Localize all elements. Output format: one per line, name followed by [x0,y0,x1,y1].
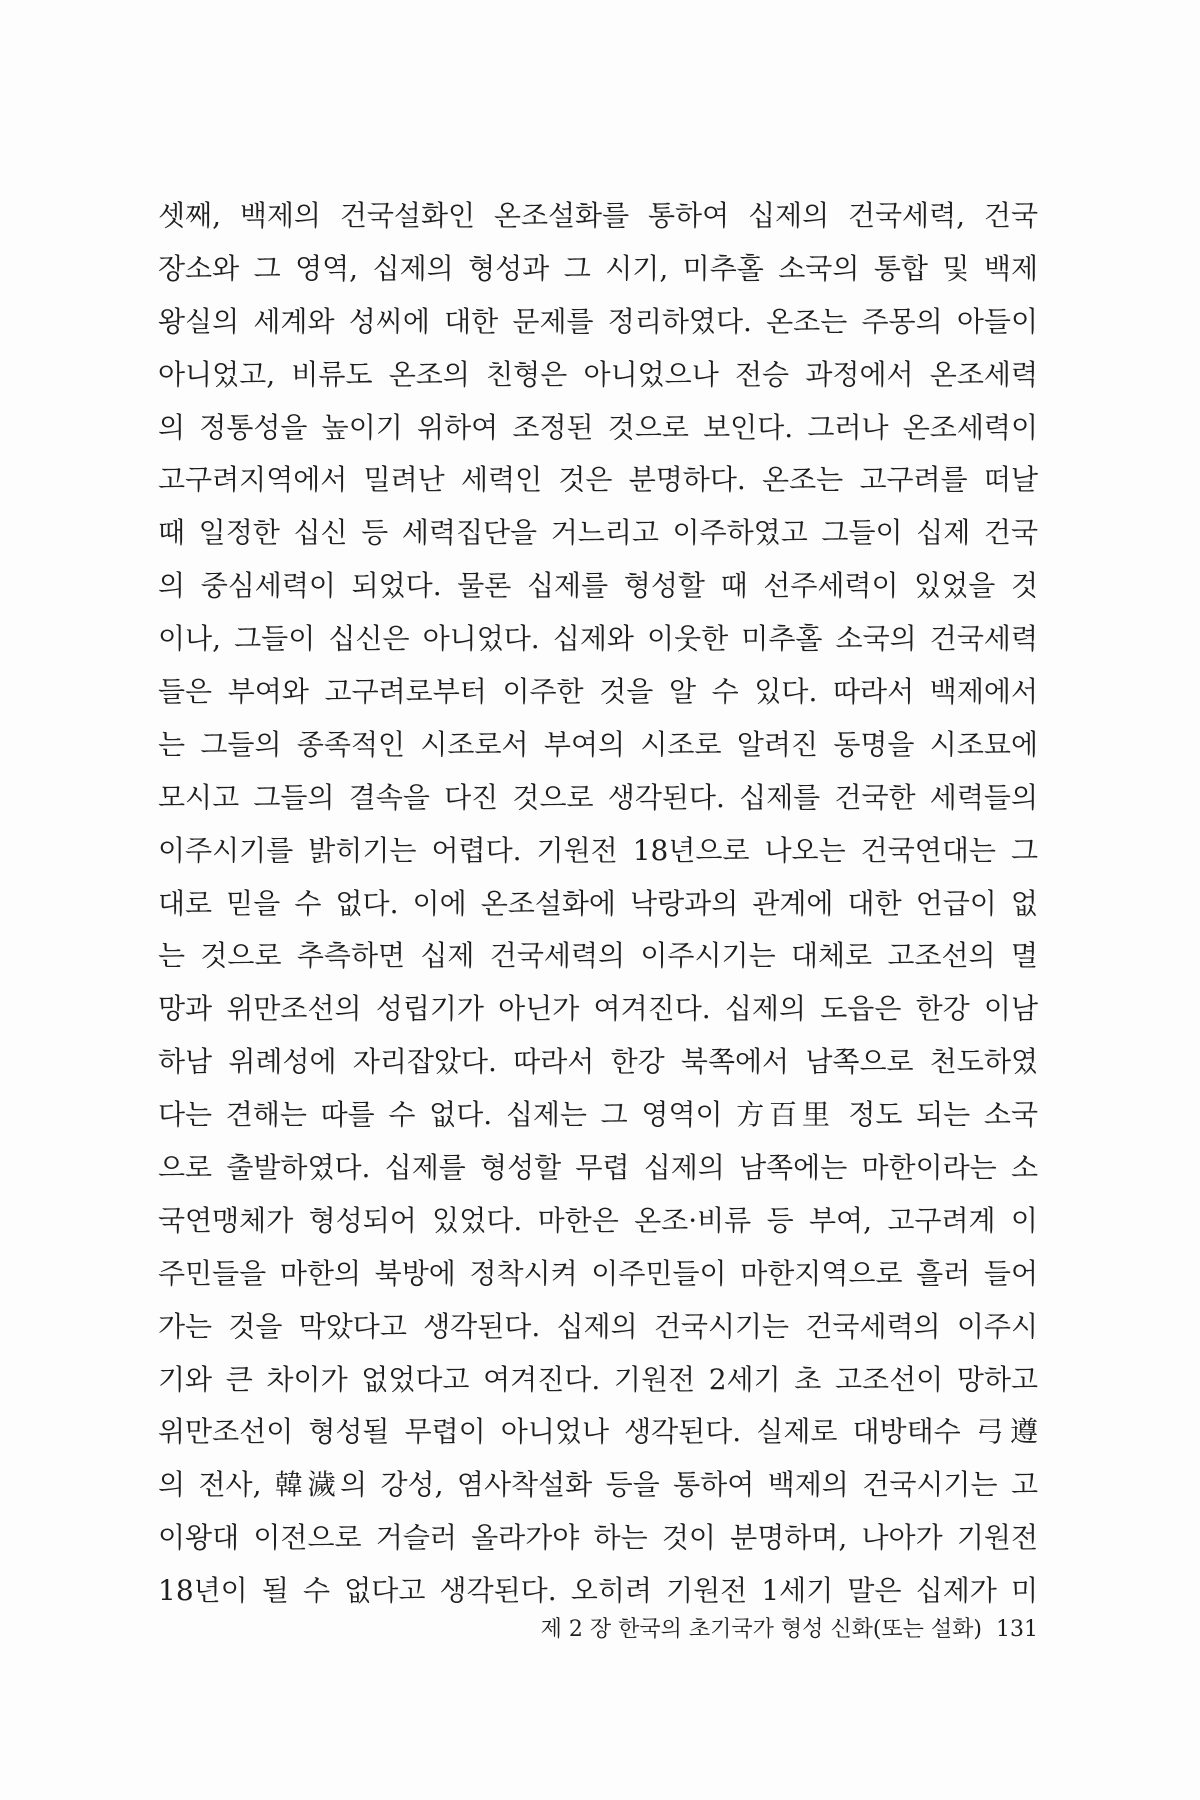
text-line: 장소와 그 영역, 십제의 형성과 그 시기, 미추홀 소국의 통합 및 백제 [158,251,1038,285]
text-line: 의 중심세력이 되었다. 물론 십제를 형성할 때 선주세력이 있었을 것 [158,569,1038,603]
text-line: 국연맹체가 형성되어 있었다. 마한은 온조·비류 등 부여, 고구려계 이 [158,1203,1038,1237]
text-line: 대로 믿을 수 없다. 이에 온조설화에 낙랑과의 관계에 대한 언급이 없 [158,886,1038,920]
text-line: 는 그들의 종족적인 시조로서 부여의 시조로 알려진 동명을 시조묘에 [158,727,1038,761]
text-line: 때 일정한 십신 등 세력집단을 거느리고 이주하였고 그들이 십제 건국 [158,516,1038,550]
text-line: 이나, 그들이 십신은 아니었다. 십제와 이웃한 미추홀 소국의 건국세력 [158,622,1038,656]
text-line: 이주시기를 밝히기는 어렵다. 기원전 18년으로 나오는 건국연대는 그 [158,833,1038,867]
body-paragraph [158,190,1038,1618]
text-line: 위만조선이 형성될 무렵이 아니었나 생각된다. 실제로 대방태수 弓遵 [158,1415,1038,1449]
text-line: 다는 견해는 따를 수 없다. 십제는 그 영역이 方百里 정도 되는 소국 [158,1098,1038,1132]
text-line: 18년이 될 수 없다고 생각된다. 오히려 기원전 1세기 말은 십제가 미 [158,1574,1038,1608]
text-line: 이왕대 이전으로 거슬러 올라가야 하는 것이 분명하며, 나아가 기원전 [158,1521,1038,1555]
text-line: 왕실의 세계와 성씨에 대한 문제를 정리하였다. 온조는 주몽의 아들이 [158,304,1038,338]
page-number: 131 [996,1617,1038,1642]
text-line: 망과 위만조선의 성립기가 아닌가 여겨진다. 십제의 도읍은 한강 이남 [158,992,1038,1026]
text-line: 고구려지역에서 밀려난 세력인 것은 분명하다. 온조는 고구려를 떠날 [158,463,1038,497]
text-line: 는 것으로 추측하면 십제 건국세력의 이주시기는 대체로 고조선의 멸 [158,939,1038,973]
running-title: 제 2 장 한국의 초기국가 형성 신화(또는 설화) [540,1617,982,1642]
text-line: 셋째, 백제의 건국설화인 온조설화를 통하여 십제의 건국세력, 건국 [158,199,1038,232]
text-line: 으로 출발하였다. 십제를 형성할 무렵 십제의 남쪽에는 마한이라는 소 [158,1151,1038,1185]
page-footer [158,1612,1038,1643]
text-line: 아니었고, 비류도 온조의 친형은 아니었으나 전승 과정에서 온조세력 [158,357,1038,391]
text-line: 모시고 그들의 결속을 다진 것으로 생각된다. 십제를 건국한 세력들의 [158,780,1038,814]
text-line: 하남 위례성에 자리잡았다. 따라서 한강 북쪽에서 남쪽으로 천도하였 [158,1045,1038,1079]
text-line: 주민들을 마한의 북방에 정착시켜 이주민들이 마한지역으로 흘러 들어 [158,1256,1038,1290]
text-line: 가는 것을 막았다고 생각된다. 십제의 건국시기는 건국세력의 이주시 [158,1309,1038,1343]
text-line: 기와 큰 차이가 없었다고 여겨진다. 기원전 2세기 초 고조선이 망하고 [158,1362,1038,1396]
text-line: 들은 부여와 고구려로부터 이주한 것을 알 수 있다. 따라서 백제에서 [158,675,1038,709]
text-line: 의 전사, 韓濊의 강성, 염사착설화 등을 통하여 백제의 건국시기는 고 [158,1468,1038,1502]
text-line: 의 정통성을 높이기 위하여 조정된 것으로 보인다. 그러나 온조세력이 [158,410,1038,444]
